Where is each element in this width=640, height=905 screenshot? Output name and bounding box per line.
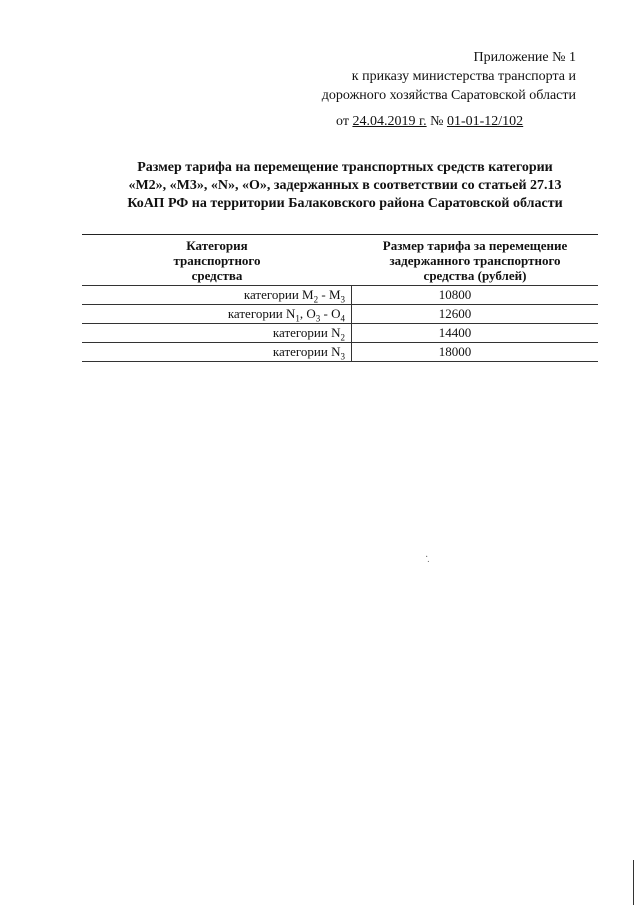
order-date: 24.04.2019 г.	[352, 114, 427, 129]
scan-edge-line	[633, 860, 634, 905]
row-category: категории $N_3$	[82, 343, 352, 361]
table-row	[82, 304, 598, 323]
row-category-prefix: категории	[227, 306, 286, 321]
appendix-title: Приложение № 1	[473, 50, 576, 65]
row-category: категории $N_1$, $O_3 - O_4$	[82, 305, 352, 323]
row-category: категории $N_2$	[82, 324, 352, 342]
table-row	[82, 323, 598, 342]
table-header	[82, 235, 598, 285]
order-number: 01-01-12/102	[446, 114, 524, 129]
row-tariff: 12600	[438, 306, 472, 321]
row-tariff: 14400	[438, 325, 472, 340]
title-line-1: Размер тарифа на перемещение транспортных средств категории	[137, 160, 553, 175]
row-tariff: 10800	[438, 287, 472, 302]
appendix-block	[322, 48, 576, 105]
order-date-line	[336, 114, 523, 130]
appendix-order-ref: к приказу министерства транспорта и	[351, 69, 576, 84]
row-category-prefix: категории	[272, 325, 332, 340]
title-line-3: КоАП РФ на территории Балаковского района Саратовской области	[127, 196, 563, 211]
row-category-prefix: категории	[243, 287, 303, 302]
order-number-prefix: №	[426, 114, 447, 129]
appendix-ministry: дорожного хозяйства Саратовской области	[321, 88, 576, 103]
row-tariff: 18000	[438, 344, 472, 359]
table-row	[82, 285, 598, 304]
header-category: Категория транспортного средства	[173, 238, 261, 283]
row-category-prefix: категории	[272, 344, 332, 359]
document-title	[90, 159, 600, 213]
table-row	[82, 342, 598, 362]
title-line-2: «М2», «М3», «N», «О», задержанных в соответствии со статьей 27.13	[128, 178, 562, 193]
stray-mark: ·̣	[425, 552, 429, 563]
row-category: категории $M_2 - M_3$	[82, 286, 352, 304]
header-tariff: Размер тарифа за перемещение задержанного транспортного средства (рублей)	[382, 238, 568, 283]
tariff-table	[82, 234, 598, 362]
order-date-prefix: от	[336, 114, 353, 129]
